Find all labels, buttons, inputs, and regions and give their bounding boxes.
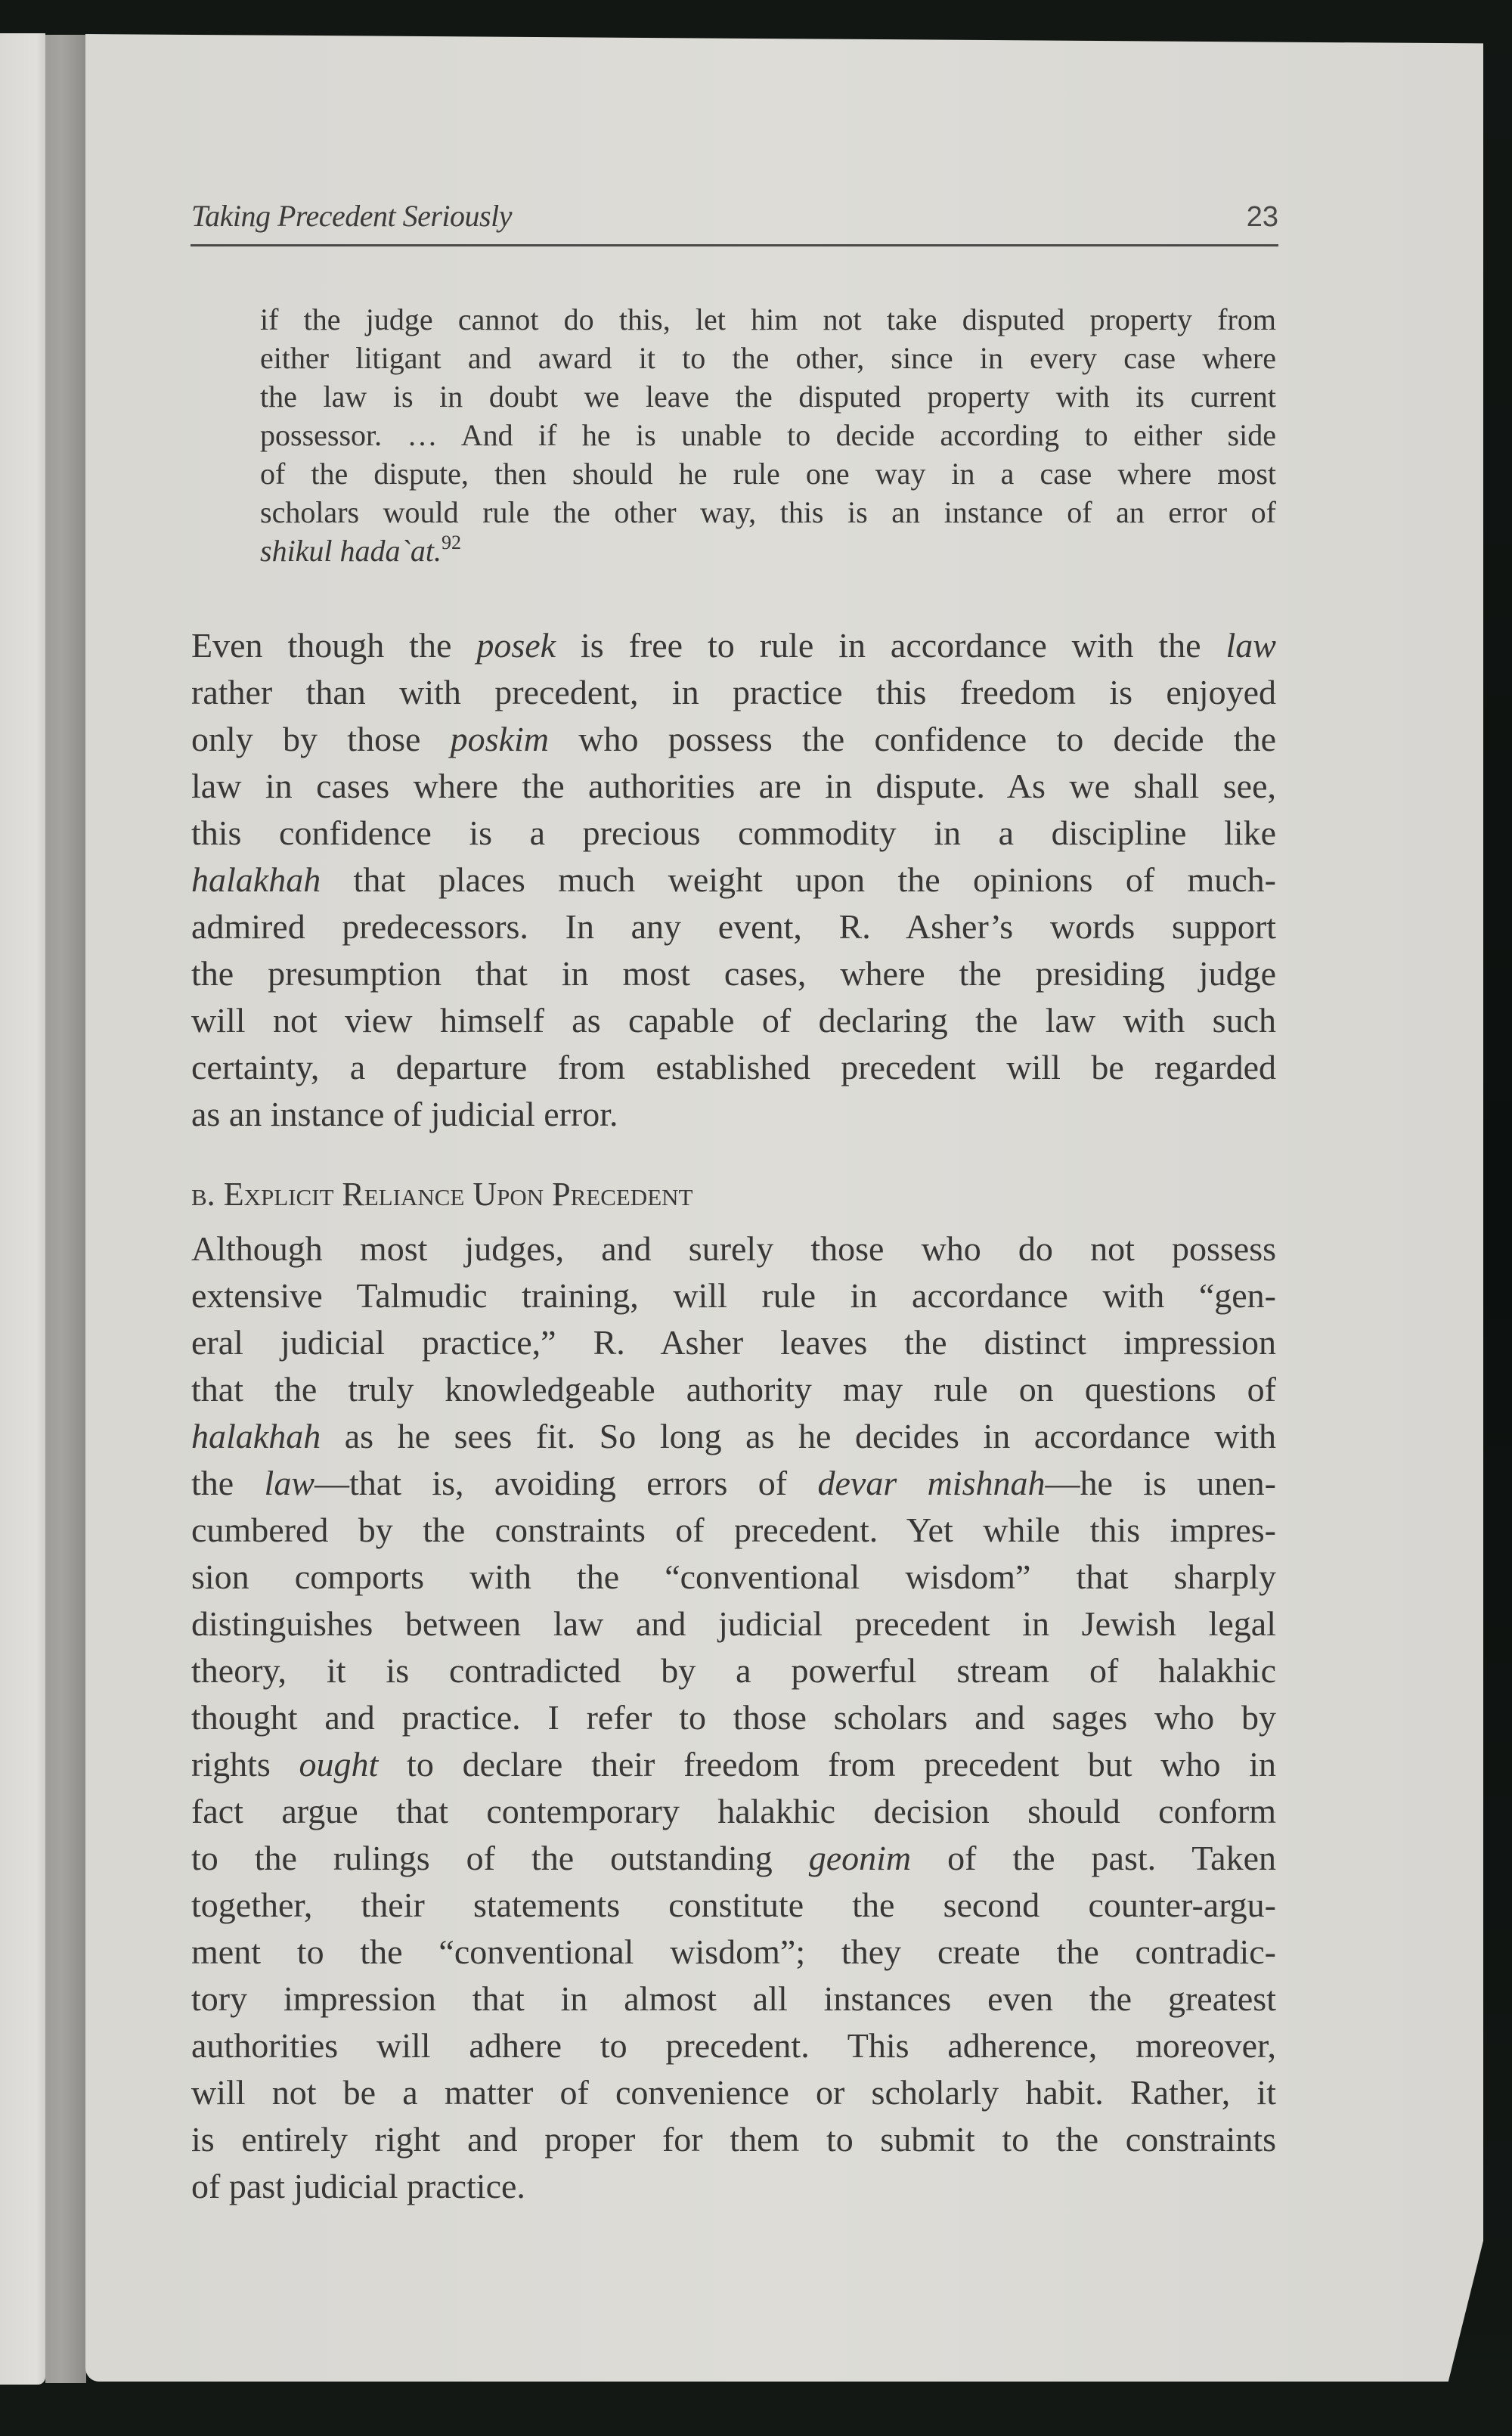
text-line xyxy=(260,418,1276,453)
text-line xyxy=(191,1462,1276,1505)
text-segment: as he sees fit. So long as he decides in accordance with xyxy=(321,1417,1276,1455)
header-rule xyxy=(191,244,1278,246)
text-line xyxy=(260,302,1276,337)
section-heading-title: Explicit Reliance Upon Precedent xyxy=(223,1176,693,1213)
text-segment: is free to rule in accordance with the xyxy=(556,626,1226,665)
text-line xyxy=(191,1650,1276,1692)
text-segment: if the judge cannot do this, let him not take disputed property from xyxy=(260,302,1276,336)
page-number: 23 xyxy=(1246,201,1278,233)
text-line xyxy=(191,671,1276,714)
text-segment: that the truly knowledgeable authority may rule on questions of xyxy=(191,1370,1276,1409)
text-line xyxy=(191,624,1276,667)
italic-term: geonim xyxy=(808,1839,912,1877)
text-segment: rather than with precedent, in practice this freedom is enjoyed xyxy=(191,673,1276,711)
text-line xyxy=(191,2165,525,2208)
text-line xyxy=(191,812,1276,854)
text-segment: of past judicial practice. xyxy=(191,2167,525,2205)
text-line xyxy=(191,1046,1276,1089)
text-segment: together, their statements constitute the second counter-argu- xyxy=(191,1886,1276,1924)
text-segment: rights xyxy=(191,1745,299,1784)
text-line xyxy=(260,341,1276,376)
text-line xyxy=(191,1743,1276,1786)
text-line xyxy=(260,457,1276,491)
text-segment: tory impression that in almost all instances even the greatest xyxy=(191,1979,1276,2018)
text-segment: is entirely right and proper for them to submit to the constraints xyxy=(191,2120,1276,2159)
text-segment: only by those xyxy=(191,720,451,758)
italic-term: halakhah xyxy=(191,1417,321,1455)
text-segment: this confidence is a precious commodity in a discipline like xyxy=(191,814,1276,852)
text-line xyxy=(191,1415,1276,1458)
text-line xyxy=(191,1228,1276,1270)
text-line xyxy=(191,906,1276,948)
italic-term: ought xyxy=(299,1745,379,1784)
text-segment: admired predecessors. In any event, R. Asher’s words support xyxy=(191,907,1276,946)
text-segment: to declare their freedom from precedent but who in xyxy=(378,1745,1277,1784)
text-segment: cumbered by the constraints of precedent. Yet while this impres- xyxy=(191,1511,1276,1549)
italic-term: poskim xyxy=(450,720,549,758)
italic-term: law xyxy=(264,1464,315,1502)
facing-page-edge xyxy=(0,33,45,2385)
text-line xyxy=(191,1790,1276,1833)
text-line xyxy=(191,1556,1276,1598)
text-line xyxy=(260,380,1276,414)
text-segment: Although most judges, and surely those who do not possess xyxy=(191,1229,1276,1268)
text-segment: eral judicial practice,” R. Asher leaves the distinct impression xyxy=(191,1323,1276,1362)
text-segment: distinguishes between law and judicial precedent in Jewish legal xyxy=(191,1604,1276,1643)
text-line xyxy=(191,2072,1276,2114)
text-segment: the law is in doubt we leave the disputed property with its current xyxy=(260,380,1276,414)
text-segment: will not view himself as capable of declaring the law with such xyxy=(191,1001,1276,1040)
text-segment: the xyxy=(191,1464,265,1502)
text-segment: thought and practice. I refer to those scholars and sages who by xyxy=(191,1698,1276,1737)
text-line xyxy=(191,1697,1276,1739)
text-segment: theory, it is contradicted by a powerful stream of halakhic xyxy=(191,1651,1276,1690)
text-line xyxy=(191,765,1276,807)
text-line xyxy=(191,1000,1276,1042)
text-segment: fact argue that contemporary halakhic decision should conform xyxy=(191,1792,1276,1830)
text-segment: possessor. … And if he is unable to decide according to either side xyxy=(260,418,1276,452)
text-segment: extensive Talmudic training, will rule in accordance with “gen- xyxy=(191,1276,1276,1315)
text-segment: as an instance of judicial error. xyxy=(191,1095,618,1133)
text-segment: of the past. Taken xyxy=(911,1839,1276,1877)
running-head xyxy=(191,200,1278,240)
italic-term: law xyxy=(1225,626,1276,665)
gutter-shadow xyxy=(45,35,86,2383)
text-segment: sion comports with the “conventional wisdom” that sharply xyxy=(191,1557,1276,1596)
text-line xyxy=(191,953,1276,995)
text-line xyxy=(191,1275,1276,1317)
text-line xyxy=(260,495,1276,530)
text-segment: the presumption that in most cases, where the presiding judge xyxy=(191,954,1276,993)
text-line xyxy=(191,1322,1276,1364)
text-segment: of the dispute, then should he rule one way in a case where most xyxy=(260,457,1276,491)
text-line xyxy=(191,1093,618,1136)
text-segment: to the rulings of the outstanding xyxy=(191,1839,809,1877)
text-segment: authorities will adhere to precedent. This adherence, moreover, xyxy=(191,2026,1276,2065)
text-segment: ment to the “conventional wisdom”; they create the contradic- xyxy=(191,1932,1276,1971)
text-line xyxy=(191,1978,1276,2020)
text-line xyxy=(191,859,1276,901)
text-line xyxy=(191,1509,1276,1551)
text-line xyxy=(191,1603,1276,1645)
text-segment: law in cases where the authorities are in dispute. As we shall see, xyxy=(191,767,1276,805)
text-segment: who possess the confidence to decide the xyxy=(548,720,1276,758)
italic-term: halakhah xyxy=(191,860,321,899)
text-segment: scholars would rule the other way, this is an instance of an error of xyxy=(260,495,1276,529)
text-line xyxy=(260,534,461,569)
text-segment: will not be a matter of convenience or scholarly habit. Rather, it xyxy=(191,2073,1276,2112)
text-line xyxy=(191,2025,1276,2067)
text-line xyxy=(191,2118,1276,2161)
text-segment: —he is unen- xyxy=(1045,1464,1276,1502)
italic-term: posek xyxy=(476,626,556,665)
text-segment: that places much weight upon the opinions of much- xyxy=(321,860,1276,899)
footnote-ref: 92 xyxy=(441,532,461,553)
running-title: Taking Precedent Seriously xyxy=(191,199,512,233)
text-segment: —that is, avoiding errors of xyxy=(314,1464,818,1502)
text-segment: either litigant and award it to the other, since in every case where xyxy=(260,341,1276,375)
text-segment: certainty, a departure from established precedent will be regarded xyxy=(191,1048,1276,1086)
text-line xyxy=(191,1837,1276,1880)
text-line xyxy=(191,718,1276,761)
text-line xyxy=(191,1884,1276,1926)
text-segment: Even though the xyxy=(191,626,477,665)
text-line xyxy=(191,1931,1276,1973)
section-heading xyxy=(191,1176,692,1213)
italic-term: devar mishnah xyxy=(817,1464,1046,1502)
section-heading-prefix: b. xyxy=(191,1176,224,1213)
italic-term: shikul hada`at. xyxy=(260,534,442,568)
text-line xyxy=(191,1368,1276,1411)
